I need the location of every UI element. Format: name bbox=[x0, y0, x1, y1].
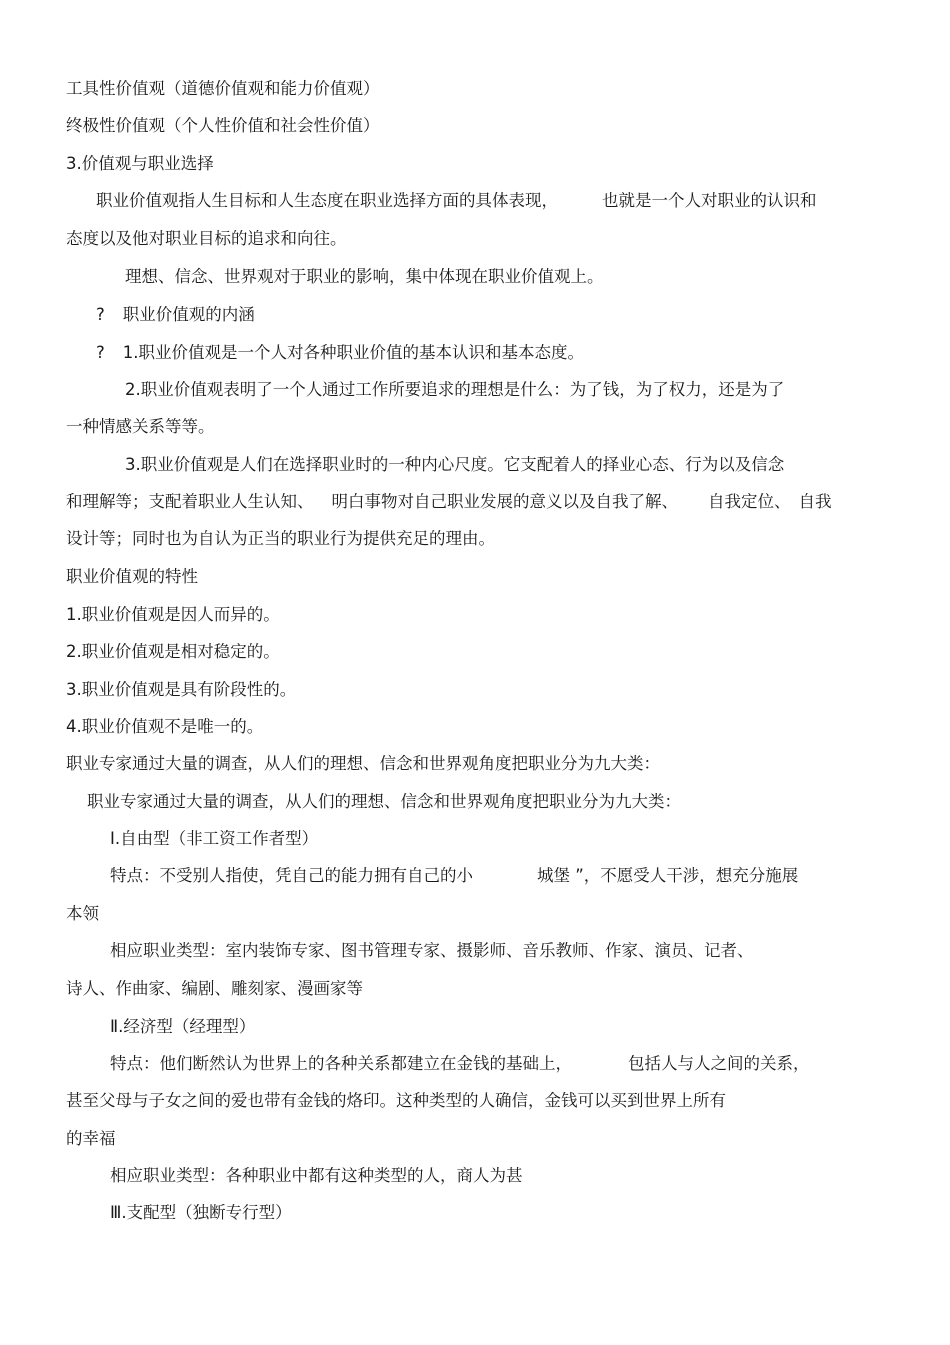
text-line: 理想、信念、世界观对于职业的影响，集中体现在职业价值观上。 bbox=[125, 267, 604, 286]
list-item: 2.职业价值观是相对稳定的。 bbox=[66, 642, 280, 661]
text-segment: 自我定位、 bbox=[708, 492, 791, 511]
category-heading: Ⅱ.经济型（经理型） bbox=[110, 1017, 256, 1036]
text-line bbox=[110, 1053, 810, 1075]
text-line bbox=[96, 190, 817, 212]
text-line: 相应职业类型：室内装饰专家、图书管理专家、摄影师、音乐教师、作家、演员、记者、 bbox=[110, 941, 754, 960]
bullet-glyph: ? bbox=[96, 343, 105, 362]
text-segment: 城堡 ”，不愿受人干涉，想充分施展 bbox=[537, 866, 799, 885]
text-line: 诗人、作曲家、编剧、雕刻家、漫画家等 bbox=[66, 979, 363, 998]
text-line: 设计等；同时也为自认为正当的职业行为提供充足的理由。 bbox=[66, 529, 495, 548]
text-segment: 特点：不受别人指使，凭自己的能力拥有自己的小 bbox=[110, 866, 473, 885]
list-item-text: 职业价值观的内涵 bbox=[122, 305, 255, 324]
list-item: 3.职业价值观是具有阶段性的。 bbox=[66, 680, 297, 699]
text-line: 职业专家通过大量的调查，从人们的理想、信念和世界观角度把职业分为九大类： bbox=[66, 754, 660, 773]
text-segment: 也就是一个人对职业的认识和 bbox=[602, 191, 817, 210]
text-line: 2.职业价值观表明了一个人通过工作所要追求的理想是什么：为了钱，为了权力，还是为了 bbox=[125, 380, 785, 399]
text-line: 一种情感关系等等。 bbox=[66, 417, 215, 436]
text-line: 工具性价值观（道德价值观和能力价值观） bbox=[66, 79, 380, 98]
text-line bbox=[66, 491, 832, 513]
bullet-glyph: ? bbox=[96, 305, 105, 324]
list-item: 4.职业价值观不是唯一的。 bbox=[66, 717, 264, 736]
text-line: 3.职业价值观是人们在选择职业时的一种内心尺度。它支配着人的择业心态、行为以及信念 bbox=[125, 455, 785, 474]
list-item-text: 1.职业价值观是一个人对各种职业价值的基本认识和基本态度。 bbox=[122, 343, 585, 362]
text-line: 职业专家通过大量的调查，从人们的理想、信念和世界观角度把职业分为九大类： bbox=[87, 792, 681, 811]
section-heading: 3.价值观与职业选择 bbox=[66, 154, 214, 173]
text-line: 的幸福 bbox=[66, 1129, 116, 1148]
text-line: 本领 bbox=[66, 904, 99, 923]
list-item: 1.职业价值观是因人而异的。 bbox=[66, 605, 280, 624]
category-heading: Ⅰ.自由型（非工资工作者型） bbox=[110, 829, 319, 848]
text-line: 终极性价值观（个人性价值和社会性价值） bbox=[66, 116, 380, 135]
text-line: 态度以及他对职业目标的追求和向往。 bbox=[66, 229, 347, 248]
text-segment: 职业价值观指人生目标和人生态度在职业选择方面的具体表现， bbox=[96, 191, 558, 210]
text-segment: 和理解等；支配着职业人生认知、 bbox=[66, 492, 314, 511]
text-line: 甚至父母与子女之间的爱也带有金钱的烙印。这种类型的人确信，金钱可以买到世界上所有 bbox=[66, 1091, 726, 1110]
text-segment: 特点：他们断然认为世界上的各种关系都建立在金钱的基础上， bbox=[110, 1054, 572, 1073]
text-line bbox=[110, 865, 798, 887]
text-segment: 包括人与人之间的关系， bbox=[628, 1054, 810, 1073]
category-heading: Ⅲ.支配型（独断专行型） bbox=[110, 1203, 292, 1222]
section-heading: 职业价值观的特性 bbox=[66, 567, 198, 586]
list-item bbox=[96, 304, 255, 326]
text-segment: 明白事物对自己职业发展的意义以及自我了解、 bbox=[331, 492, 678, 511]
text-segment: 自我 bbox=[798, 492, 832, 511]
text-line: 相应职业类型：各种职业中都有这种类型的人，商人为甚 bbox=[110, 1166, 523, 1185]
list-item bbox=[96, 342, 584, 364]
